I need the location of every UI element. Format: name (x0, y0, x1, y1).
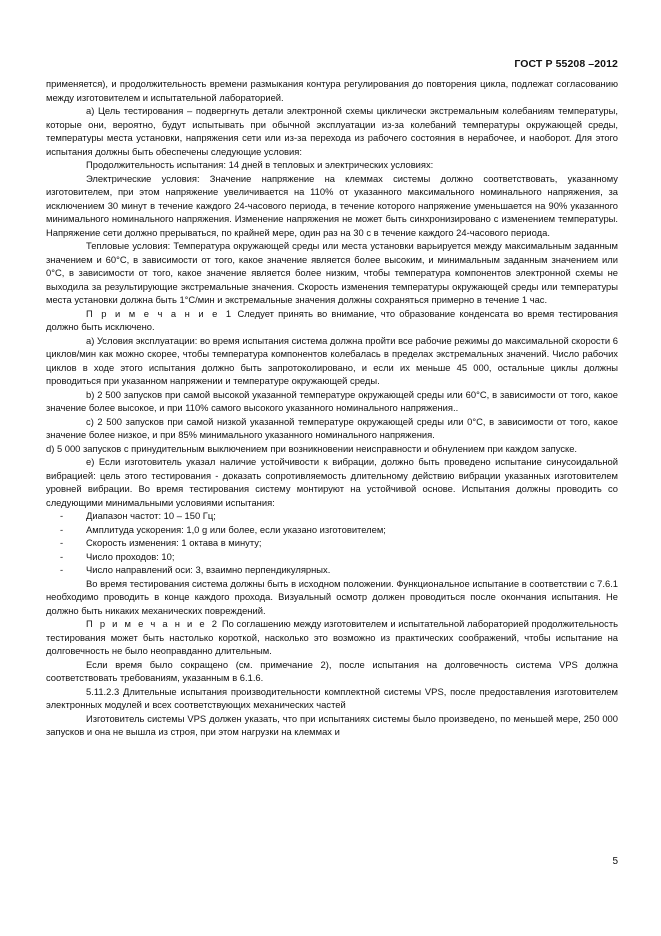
paragraph-time-reduced: Если время было сокращено (см. примечание 2), после испытания на долговечность система VPS должна соответствовать требованиям, указанным в 6.1.6. (46, 658, 618, 683)
vibration-conditions-list (46, 509, 618, 577)
list-dash: - (60, 537, 64, 548)
note-2-text: По соглашению между изготовителем и испытательной лабораторией продолжительность тестирования может быть настолько короткой, насколько это возможно из практических соображений, чтобы испытание на долговечность не было неоправданно длительным. (46, 618, 618, 656)
list-dash: - (60, 564, 64, 575)
paragraph-item-e: е) Если изготовитель указал наличие устойчивости к вибрации, должно быть проведено испытание синусоидальной вибрацией: цель этого тестирования - доказать сопротивляемость длительному действию вибрации указанных изготовителем уровней вибрации. Во время тестирования систему монтируют на устойчивой основе. Испытания должны проводить со следующими минимальными условиями испытания: (46, 456, 618, 508)
list-item-text: Скорость изменения: 1 октава в минуту; (86, 537, 262, 548)
list-item (46, 563, 618, 577)
note-2-label: П р и м е ч а н и е 2 (86, 618, 220, 629)
paragraph-manufacturer-statement: Изготовитель системы VPS должен указать, что при испытаниях системы было произведено, по меньшей мере, 250 000 запусков и она не вышла из строя, при этом нагрузки на клеммах и (46, 712, 618, 737)
page-number: 5 (612, 856, 618, 867)
paragraph-item-d: d) 5 000 запусков с принудительным выключением при возникновении неисправности и обнулением при каждом запуске. (46, 442, 578, 454)
list-item-text: Число проходов: 10; (86, 550, 175, 562)
note-1-label: П р и м е ч а н и е 1 (86, 307, 234, 319)
note-2 (46, 617, 618, 658)
list-dash: - (60, 510, 64, 521)
list-item (46, 509, 618, 523)
document-header: ГОСТ Р 55208 –2012 (514, 58, 618, 70)
document-body (46, 77, 618, 739)
list-item-text: Диапазон частот: 10 – 150 Гц; (86, 510, 216, 521)
document-page (46, 0, 618, 936)
paragraph-test-purpose: а) Цель тестирования – подвергнуть детали электронной схемы циклически экстремальным колебаниям температуры, которые они, вероятно, будут испытывать при обычной эксплуатации из-за колебаний температуры окружающей среды, температуры места установки, напряжения сети или из-за перехода из рабочего состояния в нерабочее, и наоборот. Для этого испытания должны быть обеспечены следующие условия: (46, 105, 618, 157)
paragraph-operating-conditions: а) Условия эксплуатации: во время испытания система должна пройти все рабочие режимы до максимальной скорости 6 циклов/мин как можно скорее, чтобы температура компонентов колебалась в пределах экстремальных значений. Число рабочих циклов в ходе этого испытания должно быть запротоколировано, и если их меньше 45 000, остальные циклы должны проводиться при указанном напряжении и температуре окружающей среды. (46, 334, 618, 386)
note-1-text: Следует принять во внимание, что образование конденсата во время тестирования должно быть исключено. (46, 307, 618, 332)
paragraph-continuation: применяется), и продолжительность времени размыкания контура регулирования до повторения цикла, подлежат согласованию между изготовителем и испытательной лабораторией. (46, 78, 618, 103)
list-item (46, 550, 618, 564)
paragraph-thermal-conditions: Тепловые условия: Температура окружающей среды или места установки варьируется между максимальным заданным значением и 60°С, в зависимости от того, какое значение является более высоким, и минимальным заданным значением или 0°С, в зависимости от того, какое значение является более низким, чтобы температура компонентов электронной схемы не выходила за результирующие экстремальные значения. Скорость изменения температуры окружающей среды или температуры места установки должна быть 1°С/мин и экстремальные значения должны сохраняться примерно в течение 1 час. (46, 240, 618, 305)
list-item (46, 536, 618, 550)
paragraph-section-5-11-2-3: 5.11.2.3 Длительные испытания производительности комплектной системы VPS, после предоставления изготовителем электронных модулей и всех соответствующих механических частей (46, 685, 618, 710)
paragraph-item-b: b) 2 500 запусков при самой высокой указанной температуре окружающей среды или 60°С, в зависимости от того, какое значение более высокое, и при 110% самого высокого указанного номинального напряжения.. (46, 388, 618, 413)
paragraph-item-c: c) 2 500 запусков при самой низкой указанной температуре окружающей среды или 0°С, в зависимости от того, какое значение более низкое, и при 85% минимального указанного номинального напряжения. (46, 415, 618, 440)
list-item-text: Число направлений оси: 3, взаимно перпендикулярных. (86, 564, 331, 575)
paragraph-test-duration: Продолжительность испытания: 14 дней в тепловых и электрических условиях: (86, 159, 434, 170)
paragraph-electrical-conditions: Электрические условия: Значение напряжение на клеммах системы должно соответствовать, указанному изготовителем, при этом напряжение увеличивается на 110% от указанного максимального номинального напряжения, за исключением 30 минут в течение каждого 24-часового периода, в течение которого напряжение уменьшается на 90% указанного минимального номинального напряжения. Изменение напряжения не может быть синхронизировано с изменением температуры. Напряжение сети должно прерываться, по крайней мере, один раз на 30 с в течение каждого 24-часового периода. (46, 172, 618, 238)
list-item-text: Амплитуда ускорения: 1,0 g или более, если указано изготовителем; (86, 523, 386, 535)
list-item (46, 523, 618, 537)
list-dash: - (60, 550, 64, 562)
note-1 (46, 307, 618, 334)
list-dash: - (60, 523, 64, 535)
paragraph-after-vibration: Во время тестирования система должны быть в исходном положении. Функциональное испытание в соответствии с 7.6.1 необходимо проводить в конце каждого прохода. Визуальный осмотр должен проводиться после окончания испытания. Не должно быть никаких механических повреждений. (46, 577, 618, 616)
